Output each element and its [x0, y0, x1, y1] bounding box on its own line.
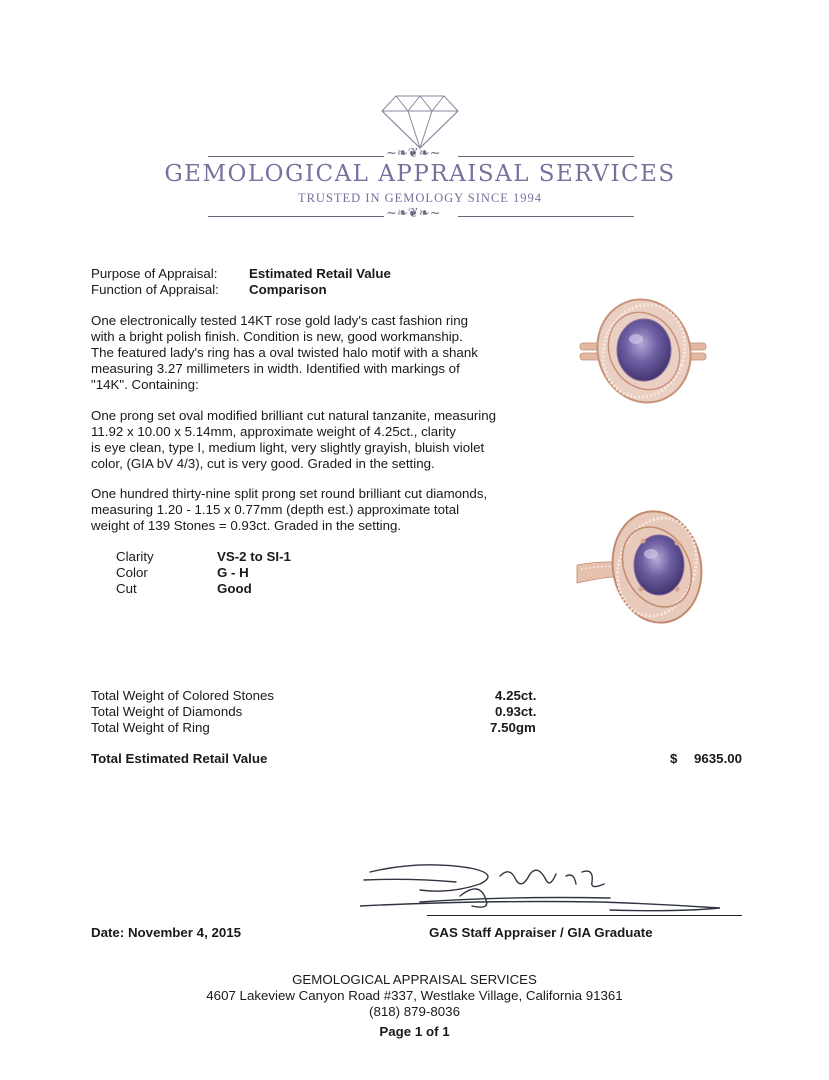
diamond-logo-icon — [380, 94, 460, 150]
header-rule-bottom-left — [208, 216, 384, 217]
paragraph-diamonds-line: One hundred thirty-nine split prong set round brilliant cut diamonds, — [91, 486, 488, 501]
company-name: GEMOLOGICAL APPRAISAL SERVICES — [164, 161, 676, 187]
appraiser-signature — [360, 850, 740, 925]
purpose-label: Purpose of Appraisal: — [91, 266, 218, 281]
paragraph-diamonds-line: weight of 139 Stones = 0.93ct. Graded in the setting. — [91, 518, 402, 533]
color-label: Color — [116, 565, 148, 580]
signature-line — [427, 915, 742, 916]
paragraph-ring-line: The featured lady's ring has a oval twisted halo motif with a shank — [91, 345, 478, 360]
appraisal-date: Date: November 4, 2015 — [91, 925, 242, 940]
clarity-label: Clarity — [116, 549, 154, 564]
paragraph-ring-line: One electronically tested 14KT rose gold lady's cast fashion ring — [91, 313, 469, 328]
paragraph-ring-line: "14K". Containing: — [91, 377, 199, 392]
paragraph-tanzanite-line: is eye clean, type I, medium light, very slightly grayish, bluish violet — [91, 440, 485, 455]
total-diamonds-label: Total Weight of Diamonds — [91, 704, 243, 719]
retail-value-amount: 9635.00 — [694, 751, 743, 766]
appraiser-title: GAS Staff Appraiser / GIA Graduate — [429, 925, 653, 940]
color-value: G - H — [217, 565, 249, 580]
company-tagline: TRUSTED IN GEMOLOGY SINCE 1994 — [297, 191, 543, 205]
paragraph-diamonds-line: measuring 1.20 - 1.15 x 0.77mm (depth est.) approximate total — [91, 502, 460, 517]
page-number: Page 1 of 1 — [379, 1024, 450, 1039]
footer-phone: (818) 879-8036 — [369, 1004, 460, 1019]
paragraph-ring-line: measuring 3.27 millimeters in width. Identified with markings of — [91, 361, 460, 376]
footer-address: 4607 Lakeview Canyon Road #337, Westlake Village, California 91361 — [206, 988, 623, 1003]
footer-company: GEMOLOGICAL APPRAISAL SERVICES — [292, 972, 537, 987]
paragraph-tanzanite-line: color, (GIA bV 4/3), cut is very good. Graded in the setting. — [91, 456, 435, 471]
ornament-top-icon: ~❧❦❧~ — [386, 146, 441, 161]
function-value: Comparison — [249, 282, 327, 297]
clarity-value: VS-2 to SI-1 — [217, 549, 291, 564]
total-colored-stones-value: 4.25ct. — [495, 688, 537, 703]
ring-photo-angle — [573, 505, 713, 650]
retail-currency: $ — [670, 751, 678, 766]
ornament-bottom-icon: ~❧❦❧~ — [386, 206, 441, 221]
paragraph-tanzanite-line: One prong set oval modified brilliant cut natural tanzanite, measuring — [91, 408, 497, 423]
total-colored-stones-label: Total Weight of Colored Stones — [91, 688, 275, 703]
cut-value: Good — [217, 581, 252, 596]
header-rule-bottom-right — [458, 216, 634, 217]
paragraph-ring-line: with a bright polish finish. Condition is new, good workmanship. — [91, 329, 463, 344]
retail-value-label: Total Estimated Retail Value — [91, 751, 268, 766]
ring-photo-front — [578, 293, 708, 438]
header-rule-top-left — [208, 156, 384, 157]
purpose-value: Estimated Retail Value — [249, 266, 391, 281]
paragraph-tanzanite-line: 11.92 x 10.00 x 5.14mm, approximate weight of 4.25ct., clarity — [91, 424, 456, 439]
total-diamonds-value: 0.93ct. — [495, 704, 537, 719]
total-ring-weight-value: 7.50gm — [490, 720, 536, 735]
cut-label: Cut — [116, 581, 137, 596]
function-label: Function of Appraisal: — [91, 282, 219, 297]
total-ring-weight-label: Total Weight of Ring — [91, 720, 210, 735]
header-rule-top-right — [458, 156, 634, 157]
